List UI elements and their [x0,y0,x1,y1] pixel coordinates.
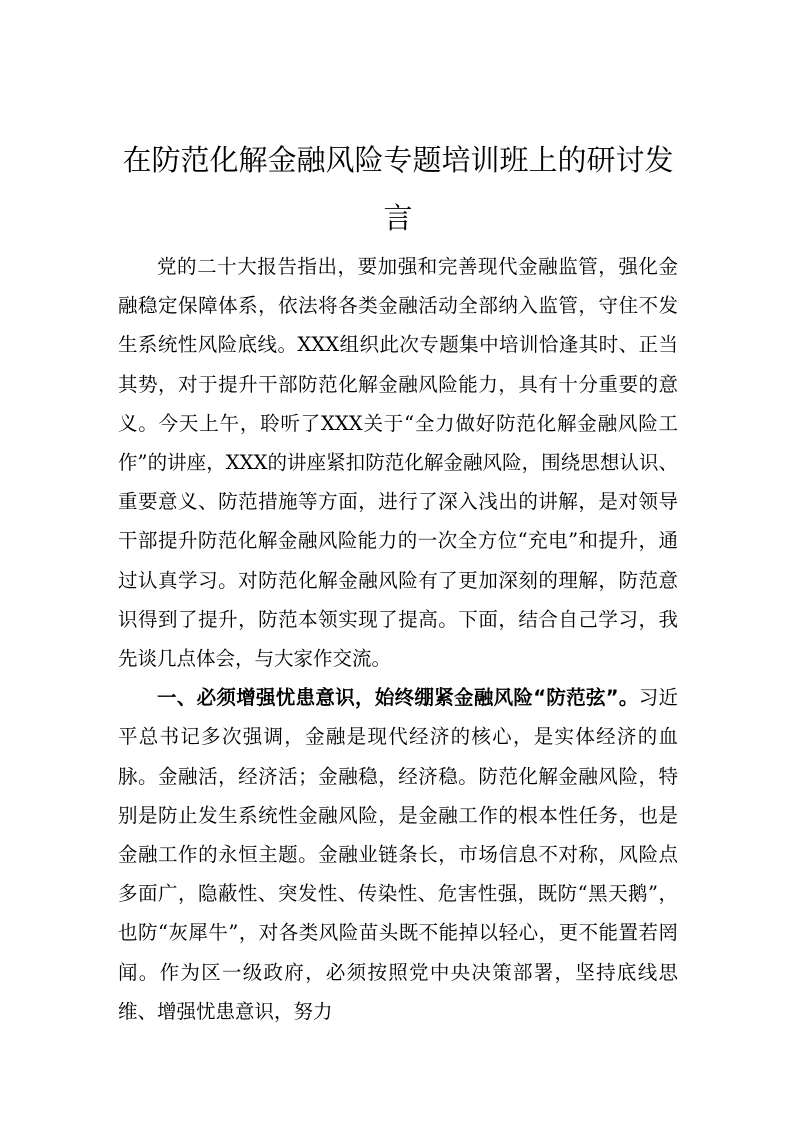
section-1-body: 习近平总书记多次强调，金融是现代经济的核心，是实体经济的血脉。金融活，经济活；金融稳，经济稳。防范化解金融风险，特别是防止发生系统性金融风险，是金融工作的根本性任务，也是金融工作的永恒主题。金融业链条长，市场信息不对称，风险点多面广，隐蔽性、突发性、传染性、危害性强，既防“黑天鹅”，也防“灰犀牛”，对各类风险苗头既不能掉以轻心，更不能置若罔闻。作为区一级政府，必须按照党中央决策部署，坚持底线思维、增强忧患意识，努力 [118,686,678,1023]
intro-paragraph: 党的二十大报告指出，要加强和完善现代金融监管，强化金融稳定保障体系，依法将各类金融活动全部纳入监管，守住不发生系统性风险底线。XXX组织此次专题集中培训恰逢其时、正当其势，对于提升干部防范化解金融风险能力，具有十分重要的意义。今天上午，聆听了XXX关于“全力做好防范化解金融风险工作”的讲座，XXX的讲座紧扣防范化解金融风险，围绕思想认识、重要意义、防范措施等方面，进行了深入浅出的讲解，是对领导干部提升防范化解金融风险能力的一次全方位“充电”和提升，通过认真学习。对防范化解金融风险有了更加深刻的理解，防范意识得到了提升，防范本领实现了提高。下面，结合自己学习，我先谈几点体会，与大家作交流。 [118,255,678,671]
document-body [118,247,678,1031]
section-1-paragraph [118,678,678,1031]
section-1-heading: 一、必须增强忧患意识，始终绷紧金融风险“防范弦”。 [157,686,639,710]
document-title: 在防范化解金融风险专题培训班上的研讨发言 [122,143,674,235]
